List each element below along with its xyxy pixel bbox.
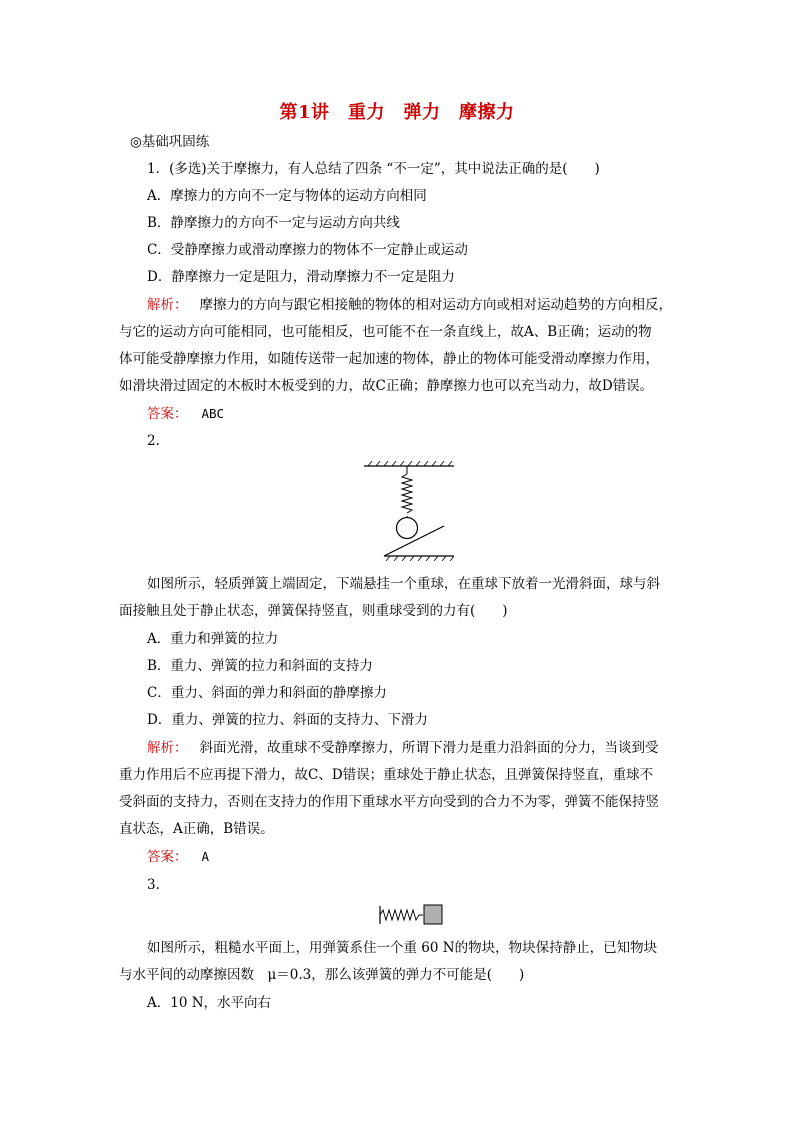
answer-row — [147, 405, 224, 423]
spring-ball-incline-figure — [360, 460, 460, 568]
analysis-label: 解析： — [147, 297, 188, 313]
question-number: 2. — [147, 433, 160, 449]
option-a: A．重力和弹簧的拉力 — [147, 631, 279, 647]
answer-label: 答案： — [147, 406, 188, 422]
question-number: 3. — [147, 877, 160, 893]
analysis-line: 摩擦力的方向与跟它相接触的物体的相对运动方向或相对运动趋势的方向相反， — [199, 297, 672, 313]
answer-value: A — [201, 849, 210, 864]
question-stem: 1．(多选)关于摩擦力，有人总结了四条 “不一定”，其中说法正确的是( ) — [147, 161, 600, 177]
section-heading: ◎基础巩固练 — [130, 134, 210, 150]
option-b: B．重力、弹簧的拉力和斜面的支持力 — [147, 658, 373, 674]
spring-block-figure — [378, 902, 446, 928]
question-stem-line: 如图所示，粗糙水平面上，用弹簧系住一个重 60 N的物块，物块保持静止，已知物块 — [147, 940, 658, 956]
analysis-line: 如滑块滑过固定的木板时木板受到的力，故C正确；静摩擦力也可以充当动力，故D错误。 — [119, 378, 654, 394]
answer-row — [147, 848, 209, 866]
option-d: D．重力、弹簧的拉力、斜面的支持力、下滑力 — [147, 712, 428, 728]
analysis-line: 体可能受静摩擦力作用，如随传送带一起加速的物体，静止的物体可能受滑动摩擦力作用， — [119, 351, 659, 367]
page-title: 第1讲 重力 弹力 摩擦力 — [279, 102, 515, 123]
option-c: C．重力、斜面的弹力和斜面的静摩擦力 — [147, 685, 387, 701]
analysis-line: 斜面光滑，故重球不受静摩擦力，所谓下滑力是重力沿斜面的分力，当谈到受 — [199, 740, 659, 756]
analysis-line: 受斜面的支持力，否则在支持力的作用下重球水平方向受到的合力不为零，弹簧不能保持竖 — [119, 794, 659, 810]
option-a: A．10 N，水平向右 — [147, 995, 272, 1011]
option-b: B．静摩擦力的方向不一定与运动方向共线 — [147, 215, 400, 231]
answer-value: ABC — [201, 406, 225, 421]
answer-label: 答案： — [147, 849, 188, 865]
analysis-line: 与它的运动方向可能相同，也可能相反，也可能不在一条直线上，故A、B正确；运动的物 — [119, 324, 652, 340]
question-stem-line: 面接触且处于静止状态，弹簧保持竖直，则重球受到的力有( ) — [119, 603, 508, 619]
analysis-line: 重力作用后不应再提下滑力，故C、D错误；重球处于静止状态，且弹簧保持竖直，重球不 — [119, 767, 654, 783]
question-stem-line: 与水平间的动摩擦因数 μ＝0.3，那么该弹簧的弹力不可能是( ) — [119, 967, 525, 983]
question-stem-line: 如图所示，轻质弹簧上端固定，下端悬挂一个重球，在重球下放着一光滑斜面，球与斜 — [147, 576, 660, 592]
analysis-line: 直状态，A正确，B错误。 — [119, 821, 274, 837]
analysis-label: 解析： — [147, 740, 188, 756]
option-a: A．摩擦力的方向不一定与物体的运动方向相同 — [147, 188, 427, 204]
option-d: D．静摩擦力一定是阻力，滑动摩擦力不一定是阻力 — [147, 269, 455, 285]
option-c: C．受静摩擦力或滑动摩擦力的物体不一定静止或运动 — [147, 242, 468, 258]
analysis-paragraph — [147, 296, 672, 314]
analysis-paragraph — [147, 739, 659, 757]
